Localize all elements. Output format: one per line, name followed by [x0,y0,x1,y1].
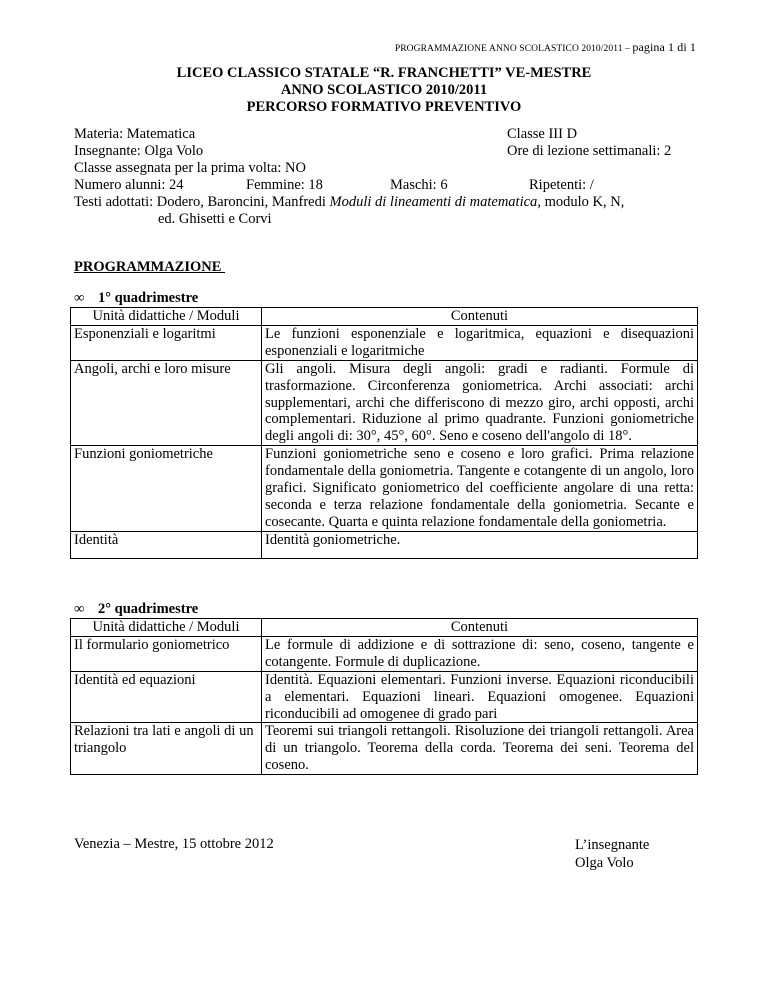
male-count: Maschi: 6 [390,177,448,193]
student-count: Numero alunni: 24 [74,177,184,193]
content-cell: Identità goniometriche. [262,531,698,558]
content-cell: Le formule di addizione e di sottrazione di: seno, coseno, tangente e cotangente. Formule di duplicazione. [262,636,698,671]
textbook-title: Moduli di lineamenti di matematica [329,194,538,210]
infinity-bullet-icon: ∞ [74,290,85,306]
unit-cell: Funzioni goniometriche [71,446,262,532]
content-cell: Funzioni goniometriche seno e coseno e loro grafici. Prima relazione fondamentale della goniometria. Tangente e cotangente di un angolo, loro grafici. Significato goniometrico del coefficiente angolare di una retta: seconda e terza relazione fondamentale della goniometria. Secante e cosecante. Quarta e quinta relazione fondamentale della goniometria. [262,446,698,532]
subject: Materia: Matematica [74,126,196,142]
unit-cell: Relazioni tra lati e angoli di un triangolo [71,723,262,775]
content-cell: Identità. Equazioni elementari. Funzioni inverse. Equazioni riconducibili a elementari. Equazioni lineari. Equazioni omogenee. Equazioni riconducibili ad omogenee di grado pari [262,671,698,723]
table-row [71,531,698,558]
table-row [71,723,698,775]
unit-cell: Identità ed equazioni [71,671,262,723]
table-row [71,325,698,360]
teacher: Insegnante: Olga Volo [74,143,204,159]
school-name: LICEO CLASSICO STATALE “R. FRANCHETTI” VE-MESTRE [176,65,592,81]
programme-table-1 [70,307,698,559]
place-date: Venezia – Mestre, 15 ottobre 2012 [74,836,274,852]
document-title [0,65,768,116]
column-header-content: Contenuti [262,308,698,326]
running-title: PROGRAMMAZIONE ANNO SCOLASTICO 2010/2011 – [394,44,633,54]
table-row [71,446,698,532]
section-heading: PROGRAMMAZIONE [74,259,226,275]
unit-cell: Angoli, archi e loro misure [71,360,262,446]
repeaters: Ripetenti: / [529,177,594,193]
textbooks-authors: Testi adottati: Dodero, Baroncini, Manfredi [74,194,330,210]
table-row [71,671,698,723]
column-header-unit: Unità didattiche / Moduli [71,308,262,326]
programme-table-2 [70,618,698,775]
content-cell: Gli angoli. Misura degli angoli: gradi e radianti. Formule di trasformazione. Circonferenza goniometrica. Archi associati: archi supplementari, archi che differiscono di mezzo giro, archi opposti, archi complementari. Riduzione al primo quadrante. Funzioni goniometriche degli angoli di: 30°, 45°, 60°. Seno e coseno dell'angolo di 18°. [262,360,698,446]
school-year: ANNO SCOLASTICO 2010/2011 [280,82,488,98]
table-row [71,360,698,446]
quadrimestre-1-title [74,290,198,307]
class-label: Classe III D [507,126,578,142]
signature-name: Olga Volo [575,855,634,871]
column-header-content: Contenuti [262,619,698,637]
unit-cell: Il formulario goniometrico [71,636,262,671]
quadrimestre-1-label: 1° quadrimestre [98,290,199,306]
document-type: PERCORSO FORMATIVO PREVENTIVO [246,99,522,115]
signature-block [575,836,649,872]
column-header-unit: Unità didattiche / Moduli [71,619,262,637]
textbook-modules: , modulo K, N, [537,194,625,210]
table-header-row [71,308,698,326]
running-header [0,40,696,55]
unit-cell: Esponenziali e logaritmi [71,325,262,360]
table-header-row [71,619,698,637]
first-assignment: Classe assegnata per la prima volta: NO [74,160,306,176]
table-row [71,636,698,671]
signature-label: L’insegnante [575,837,650,853]
quadrimestre-2-label: 2° quadrimestre [98,601,199,617]
quadrimestre-2-title [74,601,198,618]
textbooks [74,194,624,211]
textbook-publisher: ed. Ghisetti e Corvi [158,211,272,227]
infinity-bullet-icon: ∞ [74,601,85,617]
weekly-hours: Ore di lezione settimanali: 2 [507,143,672,159]
content-cell: Teoremi sui triangoli rettangoli. Risoluzione dei triangoli rettangoli. Area di un triangolo. Teorema della corda. Teorema dei seni. Teorema del coseno. [262,723,698,775]
unit-cell: Identità [71,531,262,558]
content-cell: Le funzioni esponenziale e logaritmica, equazioni e disequazioni esponenziali e logaritmiche [262,325,698,360]
page-number: pagina 1 di 1 [632,40,696,54]
female-count: Femmine: 18 [246,177,323,193]
